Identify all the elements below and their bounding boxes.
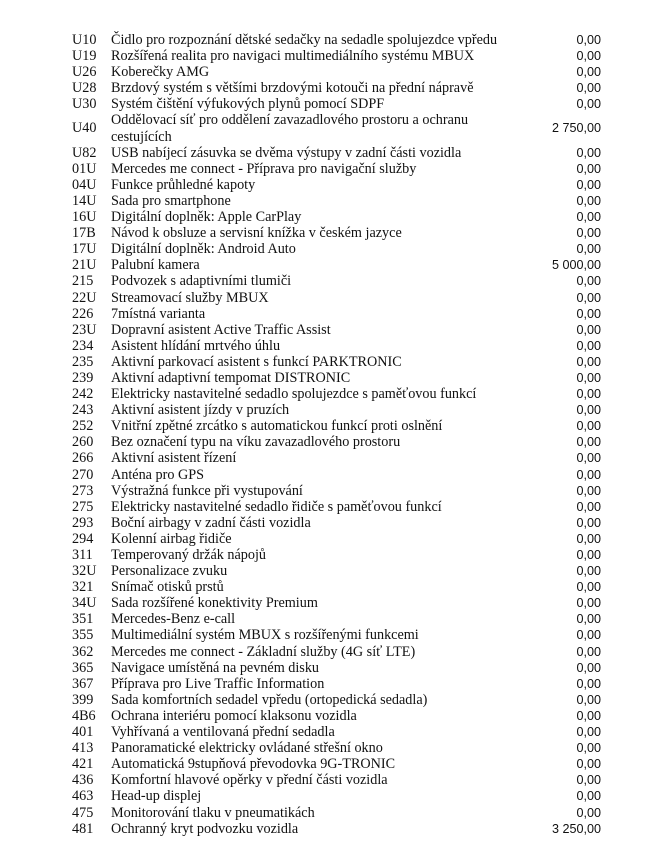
table-row xyxy=(0,483,670,499)
table-row xyxy=(0,370,670,386)
option-description: Elektricky nastavitelné sedadlo řidiče s paměťovou funkcí xyxy=(111,498,442,515)
table-row xyxy=(0,756,670,772)
option-price: 3 250,00 xyxy=(551,821,601,836)
option-price: 2 750,00 xyxy=(551,121,601,136)
option-code: 226 xyxy=(72,305,94,322)
option-code: U82 xyxy=(72,144,97,161)
table-row xyxy=(0,402,670,418)
table-row xyxy=(0,467,670,483)
option-code: 215 xyxy=(72,273,94,290)
option-price: 0,00 xyxy=(576,193,601,208)
option-description: Čidlo pro rozpoznání dětské sedačky na sedadle spolujezdce vpředu xyxy=(111,32,498,48)
option-code: 367 xyxy=(72,675,94,692)
option-description: Aktivní asistent řízení xyxy=(111,450,237,467)
option-description: Oddělovací síť pro oddělení zavazadlového prostoru a ochranu cestujících xyxy=(111,112,469,145)
option-code: 21U xyxy=(72,257,97,274)
option-price: 0,00 xyxy=(576,789,601,804)
option-description: Personalizace zvuku xyxy=(111,563,228,580)
option-description: Mercedes-Benz e-call xyxy=(111,611,236,628)
table-row xyxy=(0,273,670,289)
option-code: 481 xyxy=(72,820,94,837)
option-price: 0,00 xyxy=(576,531,601,546)
table-row xyxy=(0,306,670,322)
option-code: 311 xyxy=(72,547,93,563)
table-row xyxy=(0,772,670,788)
option-price: 0,00 xyxy=(576,81,601,96)
option-price: 0,00 xyxy=(576,692,601,707)
option-code: U40 xyxy=(72,120,97,137)
option-description: Vnitřní zpětné zrcátko s automatickou funkcí proti oslnění xyxy=(111,418,443,435)
table-row xyxy=(0,209,670,225)
table-row xyxy=(0,48,670,64)
option-price: 0,00 xyxy=(576,274,601,289)
table-row xyxy=(0,595,670,611)
option-description: Koberečky AMG xyxy=(111,64,210,81)
option-price: 0,00 xyxy=(576,515,601,530)
option-code: 273 xyxy=(72,482,94,499)
option-code: 321 xyxy=(72,579,94,596)
table-row xyxy=(0,322,670,338)
option-price: 0,00 xyxy=(576,757,601,772)
option-code: U28 xyxy=(72,80,97,97)
table-row xyxy=(0,692,670,708)
option-description: Výstražná funkce při vystupování xyxy=(111,482,303,499)
option-description: Digitální doplněk: Android Auto xyxy=(111,241,296,258)
table-row xyxy=(0,386,670,402)
option-description: Monitorování tlaku v pneumatikách xyxy=(111,804,315,821)
option-description: Snímač otisků prstů xyxy=(111,579,224,596)
option-description: Sada pro smartphone xyxy=(111,192,231,209)
option-code: 234 xyxy=(72,337,94,354)
option-price: 0,00 xyxy=(576,338,601,353)
option-price: 0,00 xyxy=(576,435,601,450)
option-code: 436 xyxy=(72,772,94,789)
option-description: Komfortní hlavové opěrky v přední části vozidla xyxy=(111,772,388,789)
option-code: 260 xyxy=(72,434,94,451)
option-code: 242 xyxy=(72,386,94,403)
option-description: Elektricky nastavitelné sedadlo spolujezdce s paměťovou funkcí xyxy=(111,386,477,403)
table-row xyxy=(0,177,670,193)
option-description: Brzdový systém s většími brzdovými kotouči na přední nápravě xyxy=(111,80,474,97)
option-price: 0,00 xyxy=(576,226,601,241)
table-row xyxy=(0,434,670,450)
table-row xyxy=(0,708,670,724)
table-row xyxy=(0,644,670,660)
option-price: 0,00 xyxy=(576,161,601,176)
option-description: Ochrana interiéru pomocí klaksonu vozidla xyxy=(111,707,357,724)
option-code: 243 xyxy=(72,402,94,419)
option-description: Sada komfortních sedadel vpředu (ortopedická sedadla) xyxy=(111,691,428,708)
option-price: 0,00 xyxy=(576,741,601,756)
option-price: 0,00 xyxy=(576,580,601,595)
option-price: 0,00 xyxy=(576,419,601,434)
option-price: 0,00 xyxy=(576,354,601,369)
option-code: 4B6 xyxy=(72,707,96,724)
option-code: 23U xyxy=(72,321,97,338)
option-price: 0,00 xyxy=(576,177,601,192)
option-price: 0,00 xyxy=(576,210,601,225)
option-description: Rozšířená realita pro navigaci multimediálního systému MBUX xyxy=(111,48,475,65)
option-description: Streamovací služby MBUX xyxy=(111,289,269,306)
option-code: 463 xyxy=(72,788,94,805)
option-price: 0,00 xyxy=(576,725,601,740)
option-description: Aktivní adaptivní tempomat DISTRONIC xyxy=(111,369,351,386)
option-price: 0,00 xyxy=(576,805,601,820)
option-description: Digitální doplněk: Apple CarPlay xyxy=(111,209,302,226)
option-code: 239 xyxy=(72,369,94,386)
option-code: 351 xyxy=(72,611,94,628)
table-row xyxy=(0,676,670,692)
option-price: 0,00 xyxy=(576,242,601,257)
option-code: U19 xyxy=(72,48,97,65)
table-row xyxy=(0,805,670,821)
option-description: Kolenní airbag řidiče xyxy=(111,530,232,547)
option-description: Aktivní parkovací asistent s funkcí PARKTRONIC xyxy=(111,353,402,370)
table-row xyxy=(0,64,670,80)
option-description: Sada rozšířené konektivity Premium xyxy=(111,595,318,612)
option-price: 0,00 xyxy=(576,49,601,64)
table-row xyxy=(0,450,670,466)
option-price: 0,00 xyxy=(576,628,601,643)
option-price: 0,00 xyxy=(576,290,601,305)
table-row xyxy=(0,579,670,595)
option-code: 365 xyxy=(72,659,94,676)
option-description: Funkce průhledné kapoty xyxy=(111,176,256,193)
option-description: Bez označení typu na víku zavazadlového prostoru xyxy=(111,434,401,451)
table-row xyxy=(0,563,670,579)
option-code: 16U xyxy=(72,209,97,226)
table-row xyxy=(0,611,670,627)
option-code: 413 xyxy=(72,740,94,757)
option-description: Vyhřívaná a ventilovaná přední sedadla xyxy=(111,724,335,741)
option-price: 0,00 xyxy=(576,322,601,337)
table-row xyxy=(0,788,670,804)
table-row xyxy=(0,740,670,756)
option-price: 0,00 xyxy=(576,676,601,691)
option-code: 14U xyxy=(72,192,97,209)
option-code: U30 xyxy=(72,96,97,113)
option-code: 399 xyxy=(72,691,94,708)
table-row xyxy=(0,418,670,434)
option-price: 0,00 xyxy=(576,548,601,562)
table-row xyxy=(0,161,670,177)
option-code: 421 xyxy=(72,756,94,773)
table-row xyxy=(0,660,670,676)
option-price: 0,00 xyxy=(576,145,601,160)
table-row xyxy=(0,32,670,48)
table-row xyxy=(0,531,670,547)
option-description: 7místná varianta xyxy=(111,305,206,322)
table-row xyxy=(0,290,670,306)
option-code: 362 xyxy=(72,643,94,660)
option-price: 0,00 xyxy=(576,612,601,627)
option-price: 0,00 xyxy=(576,644,601,659)
option-description: Dopravní asistent Active Traffic Assist xyxy=(111,321,331,338)
option-code: 04U xyxy=(72,176,97,193)
table-row xyxy=(0,547,670,563)
option-description: Ochranný kryt podvozku vozidla xyxy=(111,820,299,837)
option-price: 0,00 xyxy=(576,97,601,112)
table-row xyxy=(0,145,670,161)
table-row xyxy=(0,112,670,144)
option-code: 275 xyxy=(72,498,94,515)
option-description: Multimediální systém MBUX s rozšířenými funkcemi xyxy=(111,627,419,644)
option-price: 0,00 xyxy=(576,483,601,498)
option-description: Aktivní asistent jízdy v pruzích xyxy=(111,402,290,419)
option-code: 17B xyxy=(72,225,96,242)
option-price: 0,00 xyxy=(576,65,601,80)
table-row xyxy=(0,80,670,96)
table-row xyxy=(0,338,670,354)
option-price: 0,00 xyxy=(576,499,601,514)
option-code: 270 xyxy=(72,466,94,483)
table-row xyxy=(0,724,670,740)
option-price: 0,00 xyxy=(576,306,601,321)
option-code: 32U xyxy=(72,563,97,580)
table-row xyxy=(0,193,670,209)
option-description: Podvozek s adaptivními tlumiči xyxy=(111,273,292,290)
option-price: 0,00 xyxy=(576,33,601,47)
option-description: Příprava pro Live Traffic Information xyxy=(111,675,325,692)
table-row xyxy=(0,241,670,257)
option-price-list xyxy=(0,32,670,837)
option-price: 0,00 xyxy=(576,387,601,402)
option-code: 355 xyxy=(72,627,94,644)
table-row xyxy=(0,627,670,643)
option-code: 34U xyxy=(72,595,97,612)
option-description: USB nabíjecí zásuvka se dvěma výstupy v zadní části vozidla xyxy=(111,144,462,161)
table-row xyxy=(0,225,670,241)
table-row xyxy=(0,96,670,112)
option-price: 0,00 xyxy=(576,708,601,723)
option-code: 252 xyxy=(72,418,94,435)
option-code: 294 xyxy=(72,530,94,547)
table-row xyxy=(0,515,670,531)
option-price: 0,00 xyxy=(576,596,601,611)
option-description: Anténa pro GPS xyxy=(111,466,205,483)
option-description: Asistent hlídání mrtvého úhlu xyxy=(111,337,281,354)
option-code: 266 xyxy=(72,450,94,467)
option-description: Automatická 9stupňová převodovka 9G-TRONIC xyxy=(111,756,396,773)
option-code: 01U xyxy=(72,160,97,177)
option-code: 401 xyxy=(72,724,94,741)
option-description: Systém čištění výfukových plynů pomocí SDPF xyxy=(111,96,385,113)
option-code: 22U xyxy=(72,289,97,306)
option-description: Návod k obsluze a servisní knížka v českém jazyce xyxy=(111,225,402,242)
option-price: 0,00 xyxy=(576,660,601,675)
option-description: Palubní kamera xyxy=(111,257,200,274)
option-price: 0,00 xyxy=(576,451,601,466)
option-price: 0,00 xyxy=(576,467,601,482)
table-row xyxy=(0,821,670,837)
option-code: 17U xyxy=(72,241,97,258)
table-row xyxy=(0,354,670,370)
option-price: 0,00 xyxy=(576,370,601,385)
table-row xyxy=(0,257,670,273)
option-description: Head-up displej xyxy=(111,788,202,805)
table-row xyxy=(0,499,670,515)
option-price: 5 000,00 xyxy=(551,258,601,273)
option-code: U10 xyxy=(72,32,97,48)
option-description: Mercedes me connect - Příprava pro navigační služby xyxy=(111,160,417,177)
option-description: Mercedes me connect - Základní služby (4G síť LTE) xyxy=(111,643,416,660)
option-description: Panoramatické elektricky ovládané střešní okno xyxy=(111,740,383,757)
option-description: Temperovaný držák nápojů xyxy=(111,547,267,563)
option-price: 0,00 xyxy=(576,564,601,579)
option-description: Boční airbagy v zadní části vozidla xyxy=(111,514,311,531)
option-code: 293 xyxy=(72,514,94,531)
option-code: 475 xyxy=(72,804,94,821)
option-code: U26 xyxy=(72,64,97,81)
option-code: 235 xyxy=(72,353,94,370)
option-description: Navigace umístěná na pevném disku xyxy=(111,659,320,676)
option-price: 0,00 xyxy=(576,403,601,418)
option-price: 0,00 xyxy=(576,773,601,788)
